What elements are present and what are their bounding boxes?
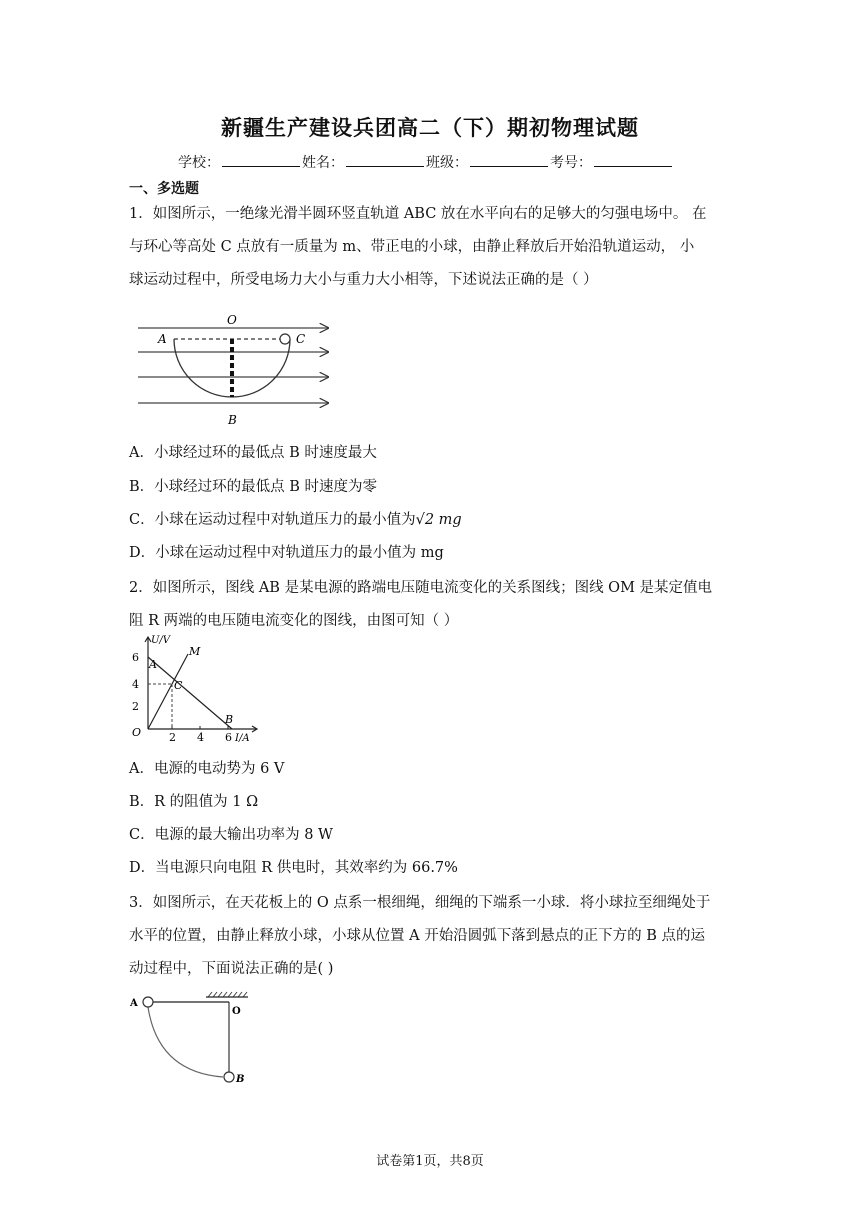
q1-label-a: A (158, 332, 167, 346)
q3-line-3: 动过程中，下面说法正确的是( ) (129, 961, 334, 977)
q1-option-b[interactable]: B．小球经过环的最低点 B 时速度为零 (129, 479, 378, 495)
q1-line-1: 1．如图所示，一绝缘光滑半圆环竖直轨道 ABC 放在水平向右的足够大的匀强电场中。 在 (129, 206, 707, 222)
q2-option-a[interactable]: A．电源的电动势为 6 V (129, 761, 285, 777)
school-blank[interactable] (222, 154, 300, 167)
class-blank[interactable] (470, 154, 548, 167)
q3-label-a: A (130, 998, 138, 1009)
q2-line-1: 2．如图所示，图线 AB 是某电源的路端电压随电流变化的关系图线；图线 OM 是某定值电 (129, 580, 713, 596)
q1-label-c: C (296, 332, 306, 346)
q1-label-o: O (227, 313, 237, 327)
class-label: 班级： (426, 155, 468, 171)
student-info-row (178, 152, 674, 172)
section-heading: 一、多选题 (129, 181, 199, 197)
page-title: 新疆生产建设兵团高二（下）期初物理试题 (221, 115, 639, 140)
q2-point-a: A (149, 658, 157, 671)
school-label: 学校： (178, 155, 220, 171)
q2-y-tick-6: 6 (132, 651, 139, 664)
name-label: 姓名： (302, 155, 344, 171)
q2-option-b[interactable]: B．R 的阻值为 1 Ω (129, 794, 259, 810)
q2-y-tick-4: 4 (132, 678, 139, 691)
q2-origin-label: O (132, 726, 142, 739)
q2-x-tick-4: 4 (197, 731, 204, 744)
q2-point-b: B (225, 713, 234, 726)
q1-option-d[interactable]: D．小球在运动过程中对轨道压力的最小值为 mg (129, 545, 444, 561)
q1-option-c[interactable] (129, 508, 462, 529)
exam-no-blank[interactable] (594, 154, 672, 167)
q1-line-3: 球运动过程中，所受电场力大小与重力大小相等，下述说法正确的是（ ） (129, 272, 598, 288)
q2-option-c[interactable]: C．电源的最大输出功率为 8 W (129, 827, 333, 843)
q2-line-2: 阻 R 两端的电压随电流变化的图线，由图可知（ ） (129, 613, 459, 629)
q3-figure (128, 990, 258, 1090)
q1-line-2: 与环心等高处 C 点放有一质量为 m、带正电的小球，由静止释放后开始沿轨道运动， 小 (129, 239, 695, 255)
q2-point-m: M (189, 645, 201, 658)
q2-point-c: C (174, 679, 183, 692)
q2-y-tick-2: 2 (132, 700, 139, 713)
q1-option-c-text: C．小球在运动过程中对轨道压力的最小值为 (129, 512, 416, 528)
q1-label-b: B (228, 413, 237, 427)
q3-label-b: B (236, 1074, 245, 1085)
q1-option-a[interactable]: A．小球经过环的最低点 B 时速度最大 (129, 445, 377, 461)
q1-option-c-math: √2 mg (415, 512, 462, 528)
exam-no-label: 考号： (550, 155, 592, 171)
q3-line-1: 3．如图所示，在天花板上的 O 点系一根细绳，细绳的下端系一小球．将小球拉至细绳处于 (129, 895, 711, 911)
page-footer: 试卷第1页，共8页 (376, 1154, 484, 1169)
q1-figure (128, 308, 348, 434)
q2-x-tick-2: 2 (169, 731, 176, 744)
q2-y-axis-label: U/V (151, 635, 171, 646)
q3-label-o: O (232, 1006, 241, 1017)
q2-figure (128, 632, 263, 750)
q2-option-d[interactable]: D．当电源只向电阻 R 供电时，其效率约为 66.7% (129, 860, 458, 876)
name-blank[interactable] (346, 154, 424, 167)
q3-line-2: 水平的位置，由静止释放小球，小球从位置 A 开始沿圆弧下落到悬点的正下方的 B 点的运 (129, 928, 706, 944)
q2-x-axis-label: I/A (235, 733, 250, 744)
q2-x-tick-6: 6 (225, 731, 232, 744)
